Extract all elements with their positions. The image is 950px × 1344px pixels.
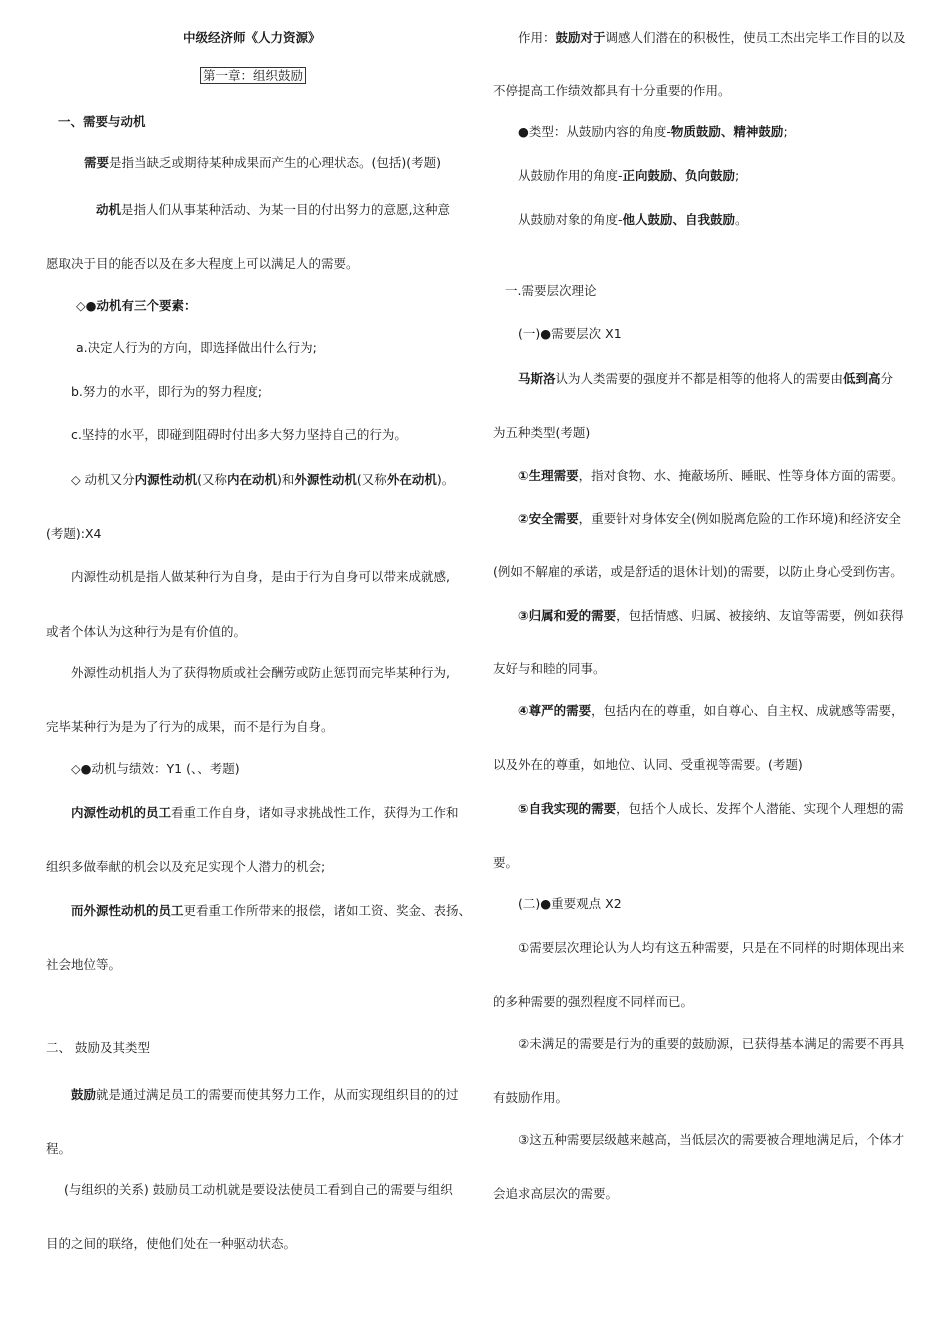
exam-note-x4: (考题):X4 bbox=[46, 526, 102, 541]
motive-definition: 动机是指人们从事某种活动、为某一目的付出努力的意愿,这种意 bbox=[96, 202, 450, 217]
view-1: ①需要层次理论认为人均有这五种需要，只是在不同样的时期体现出来 bbox=[518, 940, 905, 955]
need-esteem-cont: 以及外在的尊重，如地位、认同、受重视等需要。(考题) bbox=[493, 757, 803, 772]
incentive-role-cont: 不停提高工作绩效都具有十分重要的作用。 bbox=[493, 83, 731, 98]
view-3: ③这五种需要层级越来越高，当低层次的需要被合理地满足后，个体才 bbox=[518, 1132, 905, 1147]
need-safety-cont: (例如不解雇的承诺，或是舒适的退休计划)的需要，以防止身心受到伤害。 bbox=[493, 564, 903, 579]
section-heading-needs-theory: 一.需要层次理论 bbox=[505, 283, 597, 298]
view-2-cont: 有鼓励作用。 bbox=[493, 1090, 569, 1105]
view-3-cont: 会追求高层次的需要。 bbox=[493, 1186, 619, 1201]
incentive-types-target: 从鼓励对象的角度-他人鼓励、自我鼓励。 bbox=[518, 212, 748, 227]
need-belonging: ③归属和爱的需要，包括情感、归属、被接纳、友谊等需要，例如获得 bbox=[518, 608, 904, 623]
extrinsic-employee: 而外源性动机的员工更看重工作所带来的报偿，诸如工资、奖金、表扬、 bbox=[71, 903, 472, 918]
motive-performance: ◇●动机与绩效：Y1 (、、考题) bbox=[71, 761, 240, 776]
intrinsic-definition: 内源性动机是指人做某种行为自身，是由于行为自身可以带来成就感, bbox=[71, 569, 450, 584]
need-esteem: ④尊严的需要，包括内在的尊重，如自尊心、自主权、成就感等需要， bbox=[518, 703, 904, 718]
view-1-cont: 的多种需要的强烈程度不同样而已。 bbox=[493, 994, 694, 1009]
need-belonging-cont: 友好与和睦的同事。 bbox=[493, 661, 606, 676]
document-title: 中级经济师《人力资源》 bbox=[183, 30, 321, 45]
intrinsic-employee: 内源性动机的员工看重工作自身，诸如寻求挑战性工作，获得为工作和 bbox=[71, 805, 459, 820]
relation-organization: (与组织的关系) 鼓励员工动机就是要设法使员工看到自己的需要与组织 bbox=[64, 1182, 453, 1197]
chapter-title: 第一章：组织鼓励 bbox=[200, 68, 306, 84]
need-safety: ②安全需要，重要针对身体安全(例如脱离危险的工作环境)和经济安全 bbox=[518, 511, 901, 526]
element-a: a.决定人行为的方向，即选择做出什么行为; bbox=[76, 340, 317, 355]
element-c: c.坚持的水平，即碰到阻碍时付出多大努力坚持自己的行为。 bbox=[71, 427, 407, 442]
need-self-actualization-cont: 要。 bbox=[493, 855, 519, 870]
incentive-types-effect: 从鼓励作用的角度-正向鼓励、负向鼓励; bbox=[518, 168, 740, 183]
incentive-role: 作用：鼓励对于调感人们潜在的积极性，使员工杰出完毕工作目的以及 bbox=[518, 30, 906, 45]
subheading-needs-hierarchy: (一)●需要层次 X1 bbox=[518, 326, 622, 341]
motive-definition-cont: 愿取决于目的能否以及在多大程度上可以满足人的需要。 bbox=[46, 256, 359, 271]
subheading-key-views: (二)●重要观点 X2 bbox=[518, 896, 622, 911]
need-definition: 需要是指当缺乏或期待某种成果而产生的心理状态。(包括)(考题) bbox=[84, 155, 442, 170]
incentive-types-content: ●类型：从鼓励内容的角度-物质鼓励、精神鼓励; bbox=[518, 124, 788, 139]
incentive-definition: 鼓励就是通过满足员工的需要而使其努力工作，从而实现组织目的的过 bbox=[71, 1087, 459, 1102]
view-2: ②未满足的需要是行为的重要的鼓励源，已获得基本满足的需要不再具 bbox=[518, 1036, 905, 1051]
intrinsic-definition-cont: 或者个体认为这种行为是有价值的。 bbox=[46, 624, 247, 639]
need-physiological: ①生理需要，指对食物、水、掩蔽场所、睡眠、性等身体方面的需要。 bbox=[518, 468, 904, 483]
element-b: b.努力的水平，即行为的努力程度; bbox=[71, 384, 263, 399]
extrinsic-definition-cont: 完毕某种行为是为了行为的成果，而不是行为自身。 bbox=[46, 719, 334, 734]
relation-organization-cont: 目的之间的联络，使他们处在一种驱动状态。 bbox=[46, 1236, 297, 1251]
extrinsic-employee-cont: 社会地位等。 bbox=[46, 957, 122, 972]
section-heading-incentive: 二、 鼓励及其类型 bbox=[46, 1040, 150, 1055]
motive-three-elements: ◇●动机有三个要素： bbox=[76, 298, 197, 313]
maslow-statement-cont: 为五种类型(考题) bbox=[493, 425, 591, 440]
section-heading-need-motive: 一、需要与动机 bbox=[58, 114, 146, 129]
incentive-definition-cont: 程。 bbox=[46, 1141, 72, 1156]
intrinsic-employee-cont: 组织多做奉献的机会以及充足实现个人潜力的机会; bbox=[46, 859, 326, 874]
need-self-actualization: ⑤自我实现的需要，包括个人成长、发挥个人潜能、实现个人理想的需 bbox=[518, 801, 904, 816]
motive-types: ◇ 动机又分内源性动机(又称内在动机)和外源性动机(又称外在动机)。 bbox=[71, 472, 455, 487]
extrinsic-definition: 外源性动机指人为了获得物质或社会酬劳或防止惩罚而完毕某种行为, bbox=[71, 665, 450, 680]
maslow-statement: 马斯洛认为人类需要的强度并不都是相等的他将人的需要由低到高分 bbox=[518, 371, 894, 386]
